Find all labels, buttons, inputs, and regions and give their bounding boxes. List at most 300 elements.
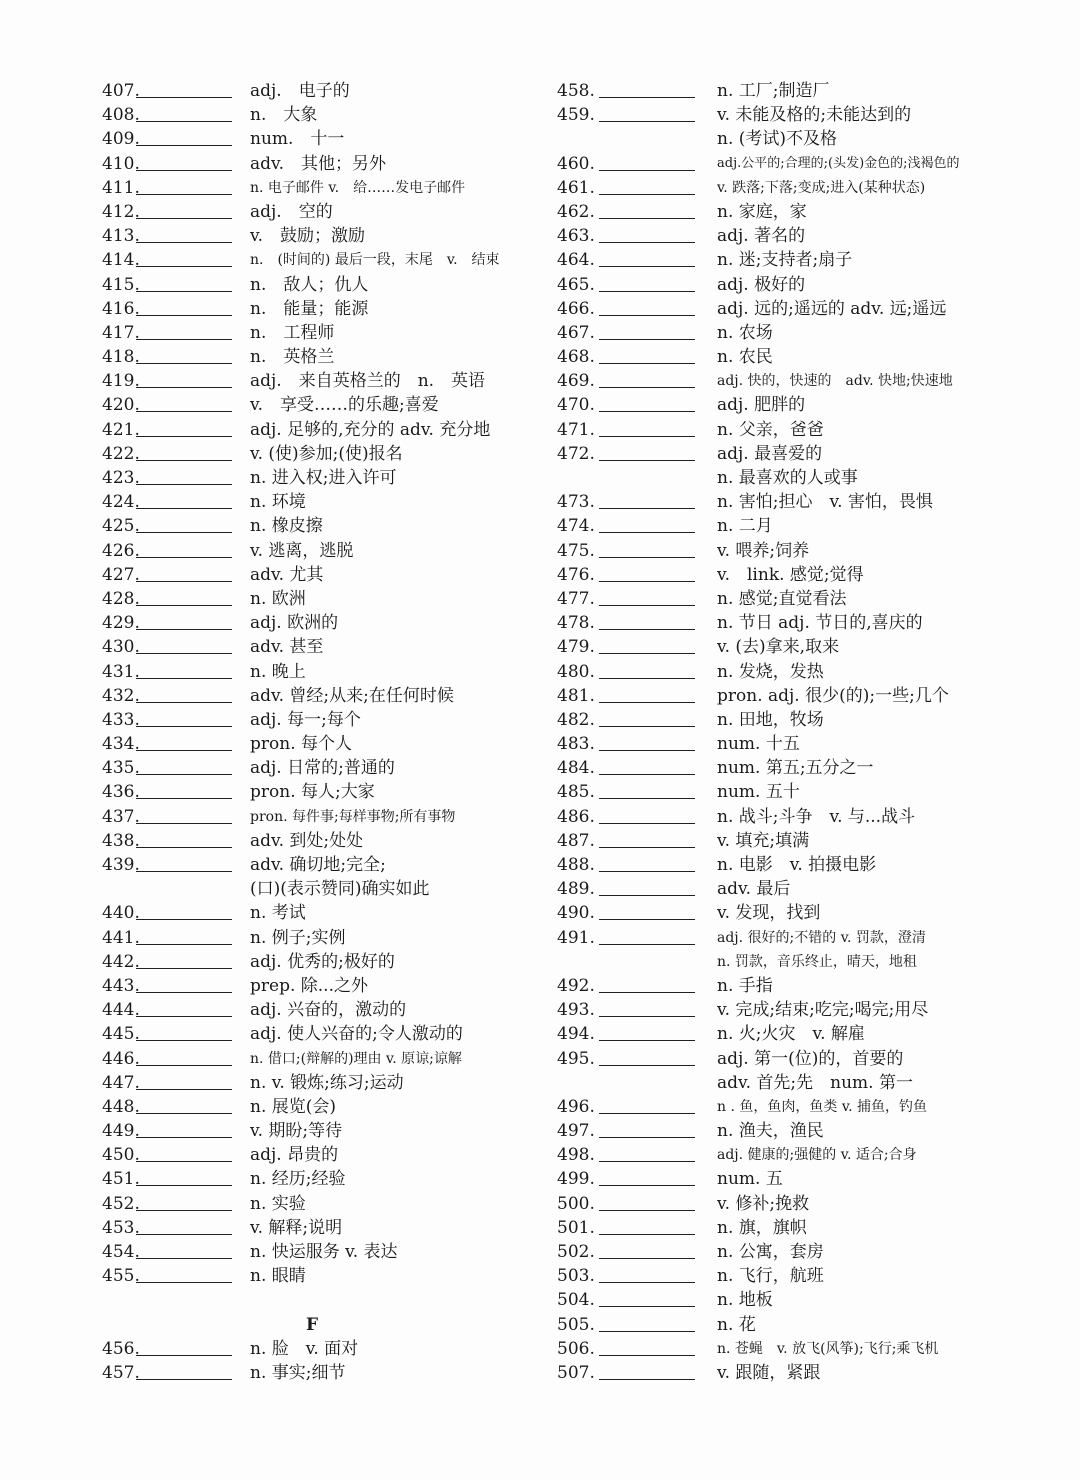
answer-blank[interactable] (599, 1137, 695, 1138)
vocab-entry-continuation (557, 127, 987, 151)
answer-blank[interactable] (136, 363, 232, 364)
vocab-entry (557, 635, 987, 659)
answer-blank[interactable] (136, 871, 232, 872)
entry-number: 444. (102, 1000, 140, 1021)
answer-blank[interactable] (136, 992, 232, 993)
answer-blank[interactable] (599, 436, 695, 437)
vocab-entry (557, 1047, 987, 1071)
answer-blank[interactable] (136, 1137, 232, 1138)
answer-blank[interactable] (136, 218, 232, 219)
vocab-entry (557, 1022, 987, 1046)
answer-blank[interactable] (136, 436, 232, 437)
answer-blank[interactable] (599, 1331, 695, 1332)
entry-definition: n. 发烧，发热 (717, 661, 824, 682)
answer-blank[interactable] (136, 1113, 232, 1114)
entry-definition: n. 家庭，家 (717, 201, 807, 222)
entry-number: 413. (102, 226, 140, 247)
answer-blank[interactable] (599, 1379, 695, 1380)
vocab-entry (557, 514, 987, 538)
vocab-entry (102, 1361, 532, 1385)
answer-blank[interactable] (599, 871, 695, 872)
vocab-entry (557, 1192, 987, 1216)
answer-blank[interactable] (599, 847, 695, 848)
answer-blank[interactable] (136, 847, 232, 848)
vocab-entry (102, 1264, 532, 1288)
answer-blank[interactable] (599, 121, 695, 122)
entry-definition: n. v. 锻炼;练习;运动 (250, 1072, 404, 1093)
answer-blank[interactable] (599, 266, 695, 267)
left-column (102, 79, 532, 1385)
vocab-entry (557, 1264, 987, 1288)
entry-definition: adj. 兴奋的，激动的 (250, 1000, 407, 1021)
answer-blank[interactable] (599, 1306, 695, 1307)
entry-number: 416. (102, 298, 140, 319)
vocab-entry (557, 1240, 987, 1264)
entry-number: 459. (557, 105, 595, 126)
answer-blank[interactable] (136, 1234, 232, 1235)
entry-definition: n. 田地，牧场 (717, 709, 824, 730)
vocab-entry (557, 660, 987, 684)
answer-blank[interactable] (136, 1065, 232, 1066)
entry-definition: n. 节日 adj. 节日的,喜庆的 (717, 613, 923, 634)
answer-blank[interactable] (136, 1089, 232, 1090)
vocab-entry (102, 684, 532, 708)
entry-definition: n. 父亲，爸爸 (717, 419, 824, 440)
entry-number: 505. (557, 1314, 595, 1335)
entry-definition: n. 环境 (250, 492, 306, 513)
answer-blank[interactable] (136, 97, 232, 98)
entry-number: 458. (557, 81, 595, 101)
vocab-entry (102, 418, 532, 442)
vocab-entry (557, 442, 987, 466)
entry-number: 431. (102, 661, 140, 682)
entry-number: 489. (557, 879, 595, 900)
entry-number: 506. (557, 1338, 595, 1359)
vocab-entry (102, 490, 532, 514)
entry-definition: n. 罚款，音乐终止，晴天，地租 (717, 953, 917, 970)
answer-blank[interactable] (136, 339, 232, 340)
entry-definition: v. 解释;说明 (250, 1217, 343, 1238)
answer-blank[interactable] (599, 750, 695, 751)
vocab-entry (557, 418, 987, 442)
answer-blank[interactable] (599, 774, 695, 775)
entry-number: 480. (557, 661, 595, 682)
entry-definition: adv. 尤其 (250, 564, 324, 585)
answer-blank[interactable] (136, 798, 232, 799)
answer-blank[interactable] (136, 194, 232, 195)
answer-blank[interactable] (136, 919, 232, 920)
entry-number: 464. (557, 250, 595, 271)
entry-definition: n. 工程师 (250, 322, 335, 343)
entry-definition: v. 修补;挽救 (717, 1193, 810, 1214)
entry-definition: adv. 到处;处处 (250, 830, 364, 851)
entry-definition: n . 鱼，鱼肉，鱼类 v. 捕鱼，钓鱼 (717, 1098, 927, 1115)
answer-blank[interactable] (599, 508, 695, 509)
entry-number: 501. (557, 1217, 595, 1238)
entry-definition: v. 跌落;下落;变成;进入(某种状态) (717, 179, 926, 196)
answer-blank[interactable] (136, 242, 232, 243)
answer-blank[interactable] (599, 581, 695, 582)
entry-definition: num. 第五;五分之一 (717, 758, 874, 779)
answer-blank[interactable] (599, 702, 695, 703)
entry-number: 503. (557, 1266, 595, 1287)
entry-number: 417. (102, 322, 140, 343)
entry-definition: n. 晚上 (250, 661, 306, 682)
vocab-entry (102, 635, 532, 659)
answer-blank[interactable] (599, 194, 695, 195)
entry-number: 430. (102, 637, 140, 658)
answer-blank[interactable] (136, 532, 232, 533)
answer-blank[interactable] (136, 1185, 232, 1186)
entry-definition: adj. 电子的 (250, 81, 350, 101)
entry-definition: n. 火;火灾 v. 解雇 (717, 1024, 865, 1045)
entry-number: 436. (102, 782, 140, 803)
vocab-entry (102, 611, 532, 635)
entry-definition: adv. 曾经;从来;在任何时候 (250, 685, 454, 706)
vocab-entry (102, 297, 532, 321)
entry-number: 418. (102, 347, 140, 368)
answer-blank[interactable] (599, 823, 695, 824)
vocab-entry (557, 563, 987, 587)
entry-number: 412. (102, 201, 140, 222)
answer-blank[interactable] (599, 992, 695, 993)
answer-blank[interactable] (599, 1065, 695, 1066)
answer-blank[interactable] (599, 798, 695, 799)
entry-number: 409. (102, 129, 140, 150)
vocab-entry (557, 1119, 987, 1143)
answer-blank[interactable] (136, 411, 232, 412)
answer-blank[interactable] (599, 291, 695, 292)
entry-number: 429. (102, 613, 140, 634)
entry-definition: n. 地板 (717, 1290, 773, 1311)
entry-number: 483. (557, 734, 595, 755)
entry-number: 423. (102, 468, 140, 488)
vocab-entry (102, 805, 532, 829)
section-spacer (102, 1288, 532, 1312)
vocab-entry (102, 950, 532, 974)
vocab-entry (102, 176, 532, 200)
entry-definition: adj. 著名的 (717, 226, 806, 247)
entry-definition: n. 橡皮擦 (250, 516, 323, 537)
entry-definition: adj. 快的，快速的 adv. 快地;快速地 (717, 373, 953, 390)
entry-number: 451. (102, 1169, 140, 1190)
vocab-entry (557, 877, 987, 901)
vocab-entry (102, 79, 532, 103)
entry-number: 427. (102, 564, 140, 585)
entry-definition: prep. 除...之外 (250, 975, 368, 996)
vocab-entry (102, 152, 532, 176)
answer-blank[interactable] (136, 460, 232, 461)
vocab-entry (557, 152, 987, 176)
entry-definition: n. 农场 (717, 322, 773, 343)
entry-definition: n. 旗，旗帜 (717, 1217, 807, 1238)
answer-blank[interactable] (599, 726, 695, 727)
entry-definition: n. 电影 v. 拍摄电影 (717, 855, 877, 875)
vocab-entry (557, 345, 987, 369)
vocab-entry (102, 1167, 532, 1191)
vocab-entry (102, 1047, 532, 1071)
entry-number: 495. (557, 1048, 595, 1069)
entry-number: 474. (557, 516, 595, 537)
vocab-entry-continuation (557, 466, 987, 490)
answer-blank[interactable] (599, 1113, 695, 1114)
entry-definition: n. 事实;细节 (250, 1362, 346, 1383)
answer-blank[interactable] (599, 460, 695, 461)
answer-blank[interactable] (136, 1258, 232, 1259)
entry-definition: n. 感觉;直觉看法 (717, 588, 847, 609)
entry-number: 446. (102, 1048, 140, 1069)
answer-blank[interactable] (599, 557, 695, 558)
entry-number: 428. (102, 588, 140, 609)
answer-blank[interactable] (136, 1355, 232, 1356)
answer-blank[interactable] (599, 653, 695, 654)
vocab-entry (557, 369, 987, 393)
entry-definition: n. 进入权;进入许可 (250, 468, 397, 488)
entry-number: 460. (557, 153, 595, 174)
vocab-entry-continuation (102, 877, 532, 901)
entry-number: 496. (557, 1096, 595, 1117)
entry-number: 472. (557, 443, 595, 464)
answer-blank[interactable] (136, 774, 232, 775)
vocab-entry (102, 393, 532, 417)
entry-definition: v. (使)参加;(使)报名 (250, 443, 403, 464)
vocab-entry (102, 248, 532, 272)
entry-number: 454. (102, 1242, 140, 1262)
entry-number: 499. (557, 1169, 595, 1190)
vocab-entry (557, 176, 987, 200)
entry-number: 450. (102, 1145, 140, 1166)
answer-blank[interactable] (136, 121, 232, 122)
entry-definition: v. 未能及格的;未能达到的 (717, 105, 912, 126)
vocab-entry (102, 127, 532, 151)
entry-definition: adj. 日常的;普通的 (250, 758, 395, 779)
vocab-entry (557, 1216, 987, 1240)
entry-definition: n. 农民 (717, 347, 773, 368)
entry-definition: num. 五 (717, 1169, 783, 1190)
vocab-entry (557, 805, 987, 829)
answer-blank[interactable] (599, 1355, 695, 1356)
vocab-entry (557, 490, 987, 514)
entry-number: 441. (102, 927, 140, 948)
entry-number: 462. (557, 201, 595, 222)
vocab-entry (557, 79, 987, 103)
entry-definition: v. 享受……的乐趣;喜爱 (250, 395, 439, 416)
answer-blank[interactable] (599, 1282, 695, 1283)
entry-number: 434. (102, 734, 140, 755)
section-letter: F (306, 1314, 319, 1335)
answer-blank[interactable] (136, 1210, 232, 1211)
answer-blank[interactable] (599, 605, 695, 606)
entry-number: 448. (102, 1096, 140, 1117)
answer-blank[interactable] (136, 629, 232, 630)
answer-blank[interactable] (136, 387, 232, 388)
entry-definition: n. 手指 (717, 975, 773, 996)
answer-blank[interactable] (599, 339, 695, 340)
answer-blank[interactable] (599, 97, 695, 98)
entry-definition: pron. 每人;大家 (250, 782, 375, 803)
entry-number: 478. (557, 613, 595, 634)
vocab-entry (102, 1119, 532, 1143)
answer-blank[interactable] (136, 944, 232, 945)
entry-number: 438. (102, 830, 140, 851)
entry-definition: pron. 每件事;每样事物;所有事物 (250, 808, 456, 825)
answer-blank[interactable] (136, 581, 232, 582)
answer-blank[interactable] (599, 387, 695, 388)
entry-number: 484. (557, 758, 595, 779)
entry-number: 456. (102, 1338, 140, 1359)
entry-number: 414. (102, 250, 140, 271)
answer-blank[interactable] (136, 823, 232, 824)
vocab-entry (557, 248, 987, 272)
answer-blank[interactable] (599, 218, 695, 219)
entry-definition: n. 大象 (250, 105, 318, 126)
vocab-entry (557, 1361, 987, 1385)
answer-blank[interactable] (599, 1040, 695, 1041)
entry-number: 415. (102, 274, 140, 295)
answer-blank[interactable] (599, 1210, 695, 1211)
entry-definition: n. (时间的) 最后一段，末尾 v. 结束 (250, 252, 500, 269)
answer-blank[interactable] (599, 629, 695, 630)
answer-blank[interactable] (136, 968, 232, 969)
vocab-entry (557, 998, 987, 1022)
answer-blank[interactable] (599, 242, 695, 243)
answer-blank[interactable] (136, 1161, 232, 1162)
answer-blank[interactable] (136, 750, 232, 751)
answer-blank[interactable] (136, 678, 232, 679)
vocab-entry (557, 393, 987, 417)
entry-definition: n. 例子;实例 (250, 927, 346, 948)
vocab-entry (557, 926, 987, 950)
entry-definition: adj. 最喜爱的 (717, 443, 823, 464)
entry-definition: n. (考试)不及格 (717, 129, 838, 150)
answer-blank[interactable] (599, 315, 695, 316)
vocab-entry (557, 853, 987, 877)
entry-number: 426. (102, 540, 140, 561)
entry-number: 447. (102, 1072, 140, 1093)
answer-blank[interactable] (136, 605, 232, 606)
entry-definition: adj.公平的;合理的;(头发)金色的;浅褐色的 (717, 155, 960, 171)
vocab-entry (102, 1192, 532, 1216)
vocab-entry (557, 780, 987, 804)
entry-definition: num. 十一 (250, 129, 345, 150)
section-heading (102, 1313, 532, 1337)
entry-definition: adv. 其他；另外 (250, 153, 387, 174)
answer-blank[interactable] (136, 1016, 232, 1017)
entry-definition: adj. 第一(位)的，首要的 (717, 1048, 904, 1069)
entry-number: 440. (102, 903, 140, 924)
answer-blank[interactable] (599, 1185, 695, 1186)
entry-definition: adv. 确切地;完全; (250, 855, 386, 875)
entry-definition: n. 快运服务 v. 表达 (250, 1242, 398, 1262)
entry-definition: adj. 足够的,充分的 adv. 充分地 (250, 419, 491, 440)
answer-blank[interactable] (136, 170, 232, 171)
answer-blank[interactable] (136, 266, 232, 267)
answer-blank[interactable] (136, 557, 232, 558)
entry-definition: v. 发现，找到 (717, 903, 821, 924)
answer-blank[interactable] (136, 315, 232, 316)
answer-blank[interactable] (599, 532, 695, 533)
answer-blank[interactable] (599, 411, 695, 412)
answer-blank[interactable] (599, 944, 695, 945)
vocab-entry (557, 321, 987, 345)
entry-definition: v. 跟随，紧跟 (717, 1362, 821, 1383)
entry-definition: n. 害怕;担心 v. 害怕，畏惧 (717, 492, 933, 513)
answer-blank[interactable] (136, 1379, 232, 1380)
entry-number: 410. (102, 153, 140, 174)
entry-number: 445. (102, 1024, 140, 1045)
answer-blank[interactable] (136, 1282, 232, 1283)
answer-blank[interactable] (599, 363, 695, 364)
answer-blank[interactable] (136, 653, 232, 654)
answer-blank[interactable] (599, 678, 695, 679)
answer-blank[interactable] (136, 702, 232, 703)
entry-number: 422. (102, 443, 140, 464)
vocab-entry (102, 321, 532, 345)
entry-definition: adj. 使人兴奋的;令人激动的 (250, 1024, 463, 1045)
entry-definition: adj. 每一;每个 (250, 709, 361, 730)
answer-blank[interactable] (599, 895, 695, 896)
entry-number: 453. (102, 1217, 140, 1238)
entry-definition: v. link. 感觉;觉得 (717, 564, 864, 585)
entry-definition: n. 迷;支持者;扇子 (717, 250, 853, 271)
vocab-entry (557, 273, 987, 297)
answer-blank[interactable] (136, 1040, 232, 1041)
answer-blank[interactable] (599, 1161, 695, 1162)
vocab-entry (102, 1022, 532, 1046)
vocab-entry (102, 901, 532, 925)
answer-blank[interactable] (599, 1016, 695, 1017)
entry-definition: num. 十五 (717, 734, 800, 755)
entry-number: 425. (102, 516, 140, 537)
entry-number: 507. (557, 1362, 595, 1383)
entry-definition: n. 花 (717, 1314, 756, 1335)
entry-definition: adj. 肥胖的 (717, 395, 806, 416)
entry-definition: adj. 来自英格兰的 n. 英语 (250, 371, 486, 392)
entry-definition: n. 英格兰 (250, 347, 335, 368)
vocab-entry (557, 901, 987, 925)
answer-blank[interactable] (599, 1258, 695, 1259)
entry-definition: n. 考试 (250, 903, 306, 924)
vocab-entry (557, 732, 987, 756)
vocab-entry (557, 1337, 987, 1361)
answer-blank[interactable] (136, 484, 232, 485)
vocab-entry (102, 998, 532, 1022)
answer-blank[interactable] (136, 726, 232, 727)
entry-definition: n. 电子邮件 v. 给……发电子邮件 (250, 179, 466, 196)
vocab-entry (102, 780, 532, 804)
answer-blank[interactable] (599, 170, 695, 171)
entry-number: 469. (557, 371, 595, 392)
entry-number: 408. (102, 105, 140, 126)
entry-definition: v. (去)拿来,取来 (717, 637, 840, 658)
answer-blank[interactable] (599, 919, 695, 920)
entry-number: 491. (557, 927, 595, 948)
entry-number: 477. (557, 588, 595, 609)
entry-definition: (口)(表示赞同)确实如此 (250, 879, 430, 900)
answer-blank[interactable] (136, 291, 232, 292)
entry-definition: v. 填充;填满 (717, 830, 810, 851)
entry-number: 419. (102, 371, 140, 392)
entry-number: 482. (557, 709, 595, 730)
answer-blank[interactable] (136, 145, 232, 146)
answer-blank[interactable] (136, 508, 232, 509)
vocab-entry (102, 466, 532, 490)
answer-blank[interactable] (599, 1234, 695, 1235)
entry-number: 492. (557, 975, 595, 996)
entry-number: 481. (557, 685, 595, 706)
vocab-entry (557, 297, 987, 321)
entry-number: 435. (102, 758, 140, 779)
